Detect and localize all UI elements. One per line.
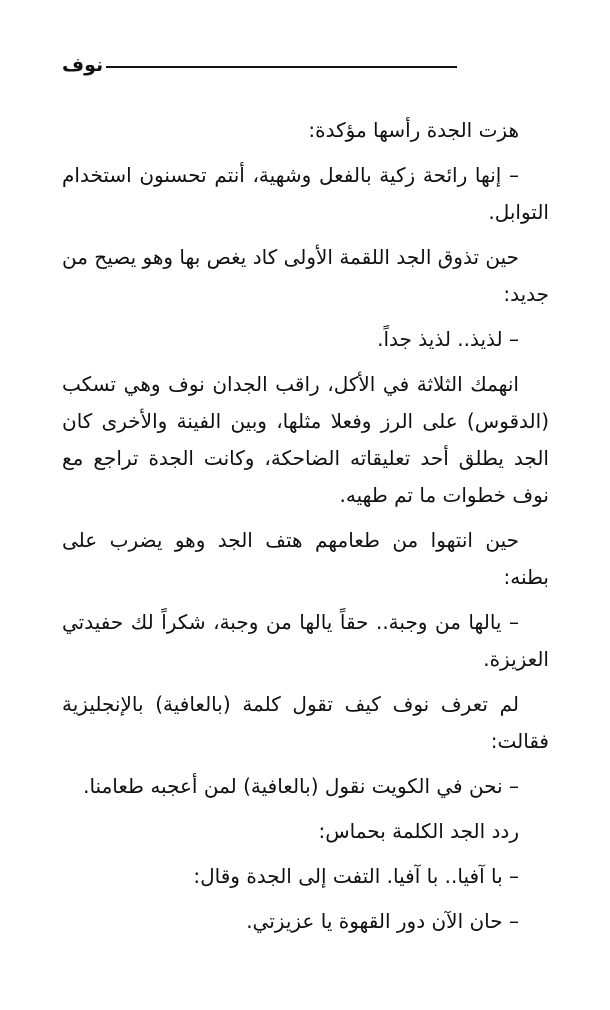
paragraph: – لذيذ.. لذيذ جداً.: [377, 327, 519, 351]
header-rule: [106, 66, 457, 68]
paragraph: – با آفيا.. با آفيا. التفت إلى الجدة وقال:: [193, 864, 519, 888]
paragraph: – نحن في الكويت نقول (بالعافية) لمن أعجبه طعامنا.: [83, 774, 519, 798]
paragraph: هزت الجدة رأسها مؤكدة:: [308, 118, 519, 142]
running-title: نوف: [62, 54, 104, 76]
paragraph: حين تذوق الجد اللقمة الأولى كاد يغص بها وهو يصيح من جديد:: [61, 245, 549, 306]
paragraph: حين انتهوا من طعامهم هتف الجد وهو يضرب على بطنه:: [62, 528, 549, 589]
paragraph: – إنها رائحة زكية بالفعل وشهية، أنتم تحسنون استخدام التوابل.: [62, 163, 549, 224]
page-header: [62, 52, 457, 78]
paragraph: ردد الجد الكلمة بحماس:: [318, 819, 519, 843]
paragraph: – يالها من وجبة.. حقاً يالها من وجبة، شكراً لك حفيدتي العزيزة.: [62, 610, 549, 671]
paragraph: انهمك الثلاثة في الأكل، راقب الجدان نوف وهي تسكب (الدقوس) على الرز وفعلا مثلها، وبين الفينة والأخرى كان الجد يطلق أحد تعليقاته الضاحكة، وكانت الجدة تراجع مع نوف خطوات ما تم طهيه.: [62, 372, 549, 507]
paragraph: لم تعرف نوف كيف تقول كلمة (بالعافية) بالإنجليزية فقالت:: [62, 692, 549, 753]
paragraph: – حان الآن دور القهوة يا عزيزتي.: [246, 909, 519, 933]
body-text: [62, 112, 549, 940]
